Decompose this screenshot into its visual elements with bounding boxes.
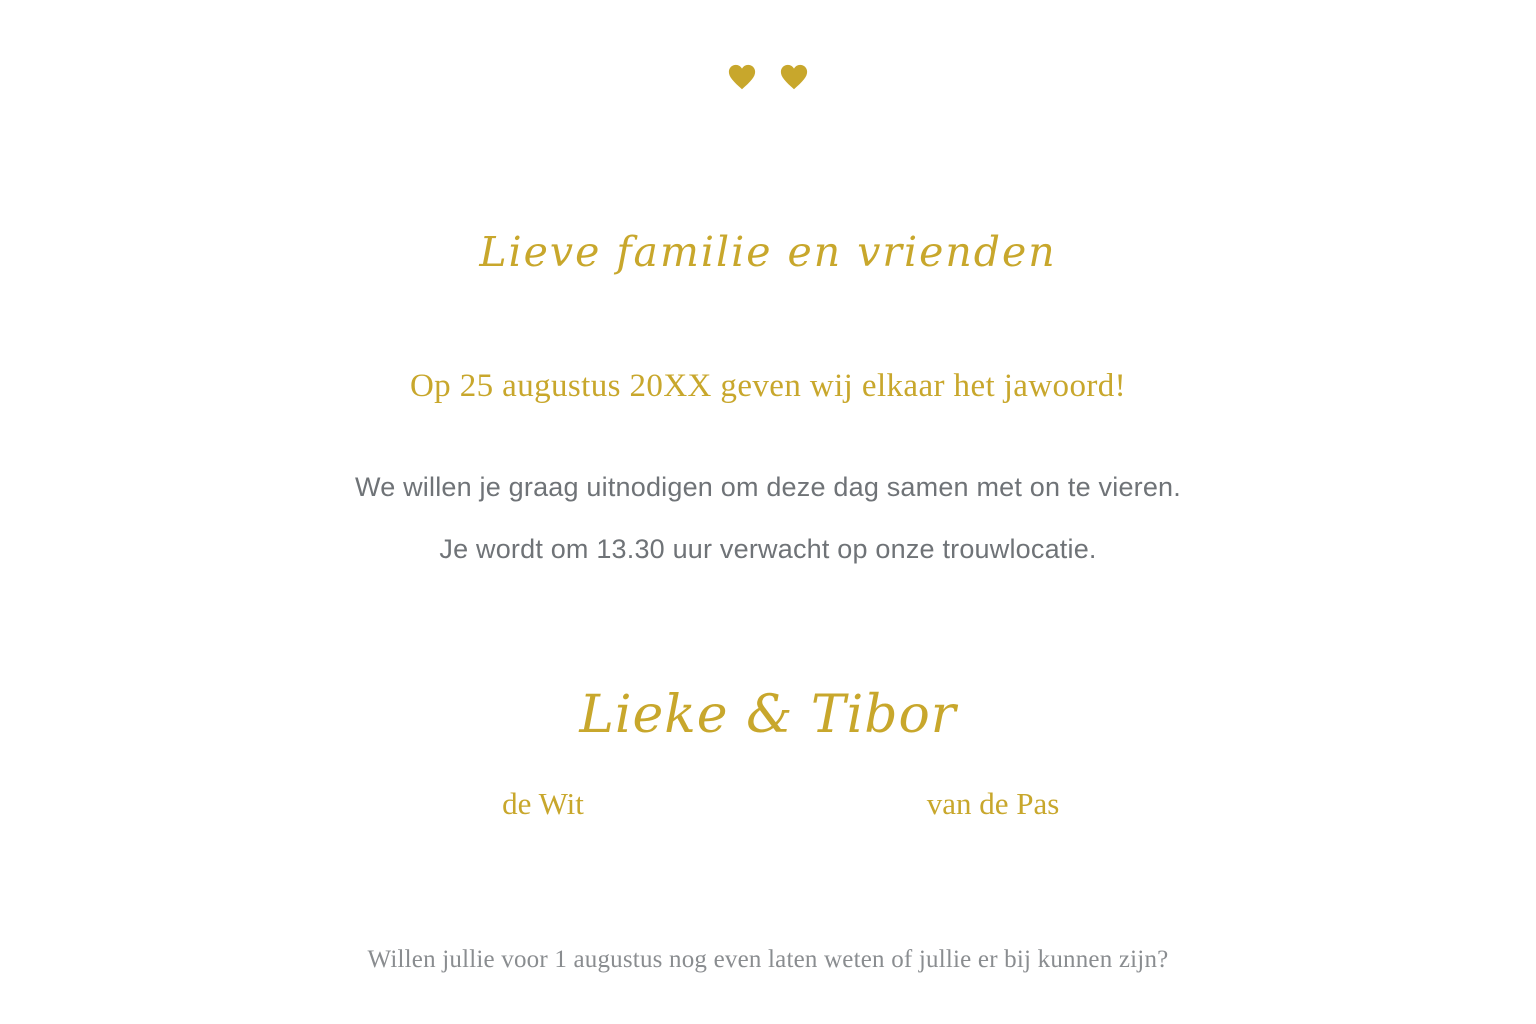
rsvp-text: Willen jullie voor 1 augustus nog even laten weten of jullie er bij kunnen zijn? <box>367 946 1169 973</box>
heart-icon <box>779 62 809 92</box>
surname-right: van de Pas <box>926 786 1060 821</box>
heart-icon <box>727 62 757 92</box>
heart-decoration <box>0 62 1536 132</box>
surnames-row <box>0 786 1536 822</box>
couple-names: Lieke & Tibor <box>579 685 957 745</box>
body-line-1: We willen je graag uitnodigen om deze dag samen met on te vieren. <box>355 472 1181 502</box>
surname-left: de Wit <box>502 786 584 821</box>
body-line-2: Je wordt om 13.30 uur verwacht op onze trouwlocatie. <box>439 534 1097 564</box>
announcement-text: Op 25 augustus 20XX geven wij elkaar het jawoord! <box>409 368 1127 404</box>
greeting-text: Lieve familie en vrienden <box>479 228 1057 276</box>
surname-spacer <box>713 786 823 822</box>
